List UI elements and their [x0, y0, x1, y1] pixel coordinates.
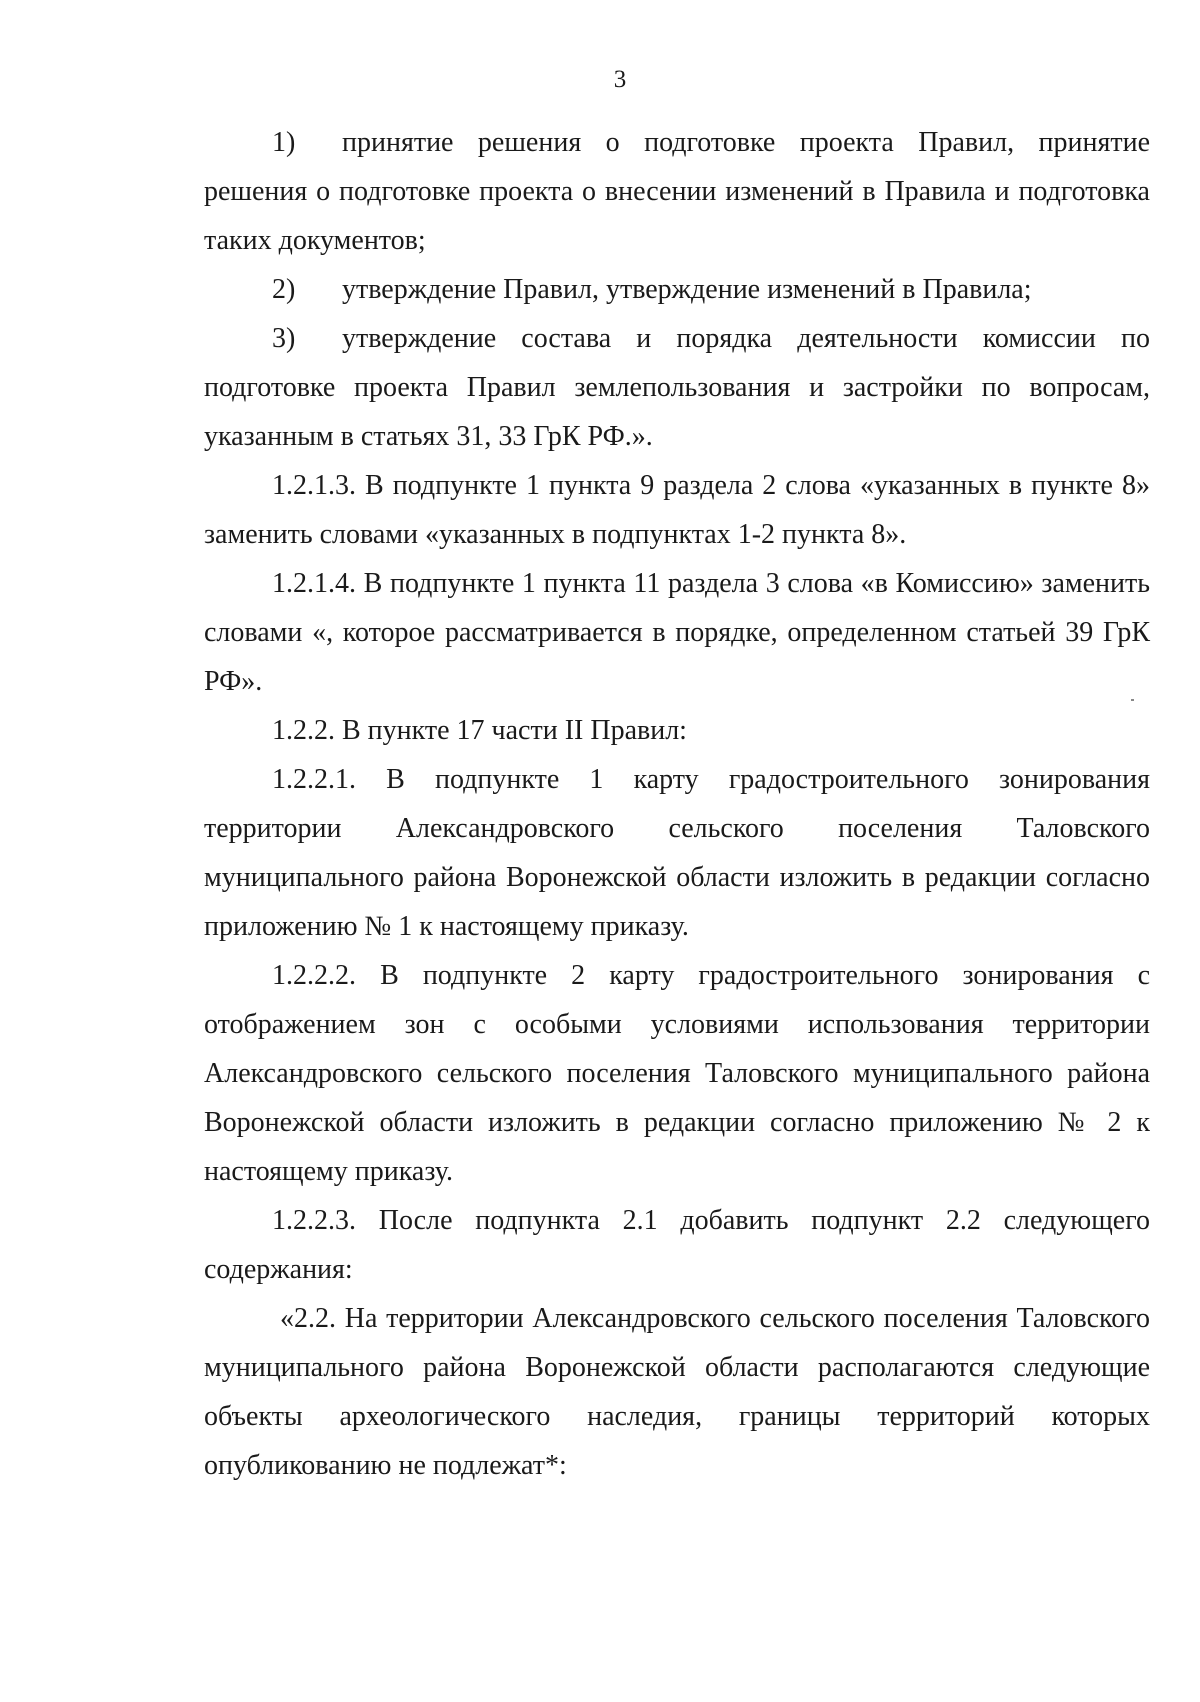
paragraph-1-2-1-3: 1.2.1.3. В подпункте 1 пункта 9 раздела 2 слова «указанных в пункте 8» заменить словами «указанных в подпунктах 1-2 пункта 8».	[204, 470, 1150, 550]
list-item-number: 3)	[272, 323, 296, 354]
list-item-text: принятие решения о подготовке проекта Правил, принятие решения о подготовке проекта о внесении изменений в Правила и подготовка таких документов;	[204, 127, 1150, 256]
scan-speck	[1131, 699, 1134, 701]
page-number: 3	[613, 66, 627, 93]
list-item-number: 1)	[272, 127, 296, 158]
list-item-text: утверждение Правил, утверждение изменений в Правила;	[342, 274, 1032, 305]
paragraph-1-2-2-2: 1.2.2.2. В подпункте 2 карту градостроительного зонирования с отображением зон с особыми условиями использования территории Александровского сельского поселения Таловского муниципального района Воронежской области изложить в редакции согласно приложению № 2 к настоящему приказу.	[204, 960, 1150, 1187]
list-item	[204, 118, 1150, 265]
document-body	[204, 118, 1150, 1490]
list-item-text: утверждение состава и порядка деятельности комиссии по подготовке проекта Правил землепользования и застройки по вопросам, указанным в статьях 31, 33 ГрК РФ.».	[204, 323, 1150, 452]
paragraph-2-2-quote: «2.2. На территории Александровского сельского поселения Таловского муниципального района Воронежской области располагаются следующие объекты археологического наследия, границы территорий которых опубликованию не подлежат*:	[204, 1303, 1150, 1481]
paragraph-1-2-2-3: 1.2.2.3. После подпункта 2.1 добавить подпункт 2.2 следующего содержания:	[204, 1205, 1150, 1285]
paragraph-1-2-2: 1.2.2. В пункте 17 части II Правил:	[272, 715, 687, 746]
list-item-number: 2)	[272, 274, 296, 305]
list-item	[204, 314, 1150, 461]
paragraph-1-2-1-4: 1.2.1.4. В подпункте 1 пункта 11 раздела 3 слова «в Комиссию» заменить словами «, которое рассматривается в порядке, определенном статьей 39 ГрК РФ».	[204, 568, 1150, 697]
paragraph-1-2-2-1: 1.2.2.1. В подпункте 1 карту градостроительного зонирования территории Александровского сельского поселения Таловского муниципального района Воронежской области изложить в редакции согласно приложению № 1 к настоящему приказу.	[204, 764, 1150, 942]
list-item	[204, 265, 1150, 314]
